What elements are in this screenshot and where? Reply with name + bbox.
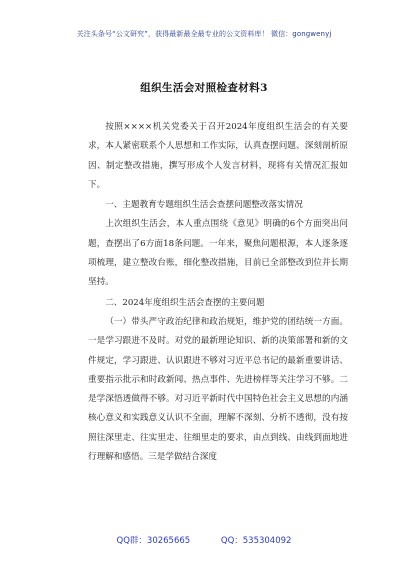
footer-contact — [0, 534, 408, 546]
intro-paragraph: 按照××××机关党委关于召开2024年度组织生活会的有关要求，本人紧密联系个人思想和工作实际，认真查摆问题、深刻剖析原因、制定整改措施，撰写形成个人发言材料，现将有关情况汇报如下。 — [88, 122, 348, 190]
section-heading-1: 一、主题教育专题组织生活会查摆问题整改落实情况 — [105, 200, 303, 211]
banner-text: 关注头条号“公文研究”，获得最新最全最专业的公文资料库！ 微信：gongwenyj — [76, 30, 332, 38]
footer-qq: QQ：535304092 — [220, 536, 292, 546]
section-2-paragraph: （一）带头严守政治纪律和政治规矩，维护党的团结统一方面。一是学习跟进不及时。对党的最新理论知识、新的决策部署和新的文件规定，学习跟进、认识跟进不够对习近平总书记的最新重要讲话、重要指示批示和时政新闻、热点事件、先进榜样等关注学习不够。二是学深悟透做得不够。对习近平新时代中国特色社会主义思想的内涵核心意义和实践意义认识不全面，理解不深刻、分析不透彻，没有按照往深里走、往实里走、往细里走的要求，由点到线、由线到面地进行理解和感悟。三是学做结合深度 — [88, 316, 348, 463]
footer-qq-group: QQ群：30265665 — [116, 536, 191, 546]
header-banner — [0, 0, 408, 60]
section-heading-2: 二、2024年度组织生活会查摆的主要问题 — [105, 297, 265, 308]
document-title: 组织生活会对照检查材料3 — [140, 82, 268, 94]
document-body — [88, 118, 348, 467]
section-1-paragraph: 上次组织生活会，本人重点围绕《意见》明确的6个方面突出问题，查摆出了6方面18条问题。一年来，聚焦问题根源，本人逐条逐项梳理，建立整改台账，细化整改措施，目前已全部整改到位并长期坚持。 — [88, 219, 348, 288]
